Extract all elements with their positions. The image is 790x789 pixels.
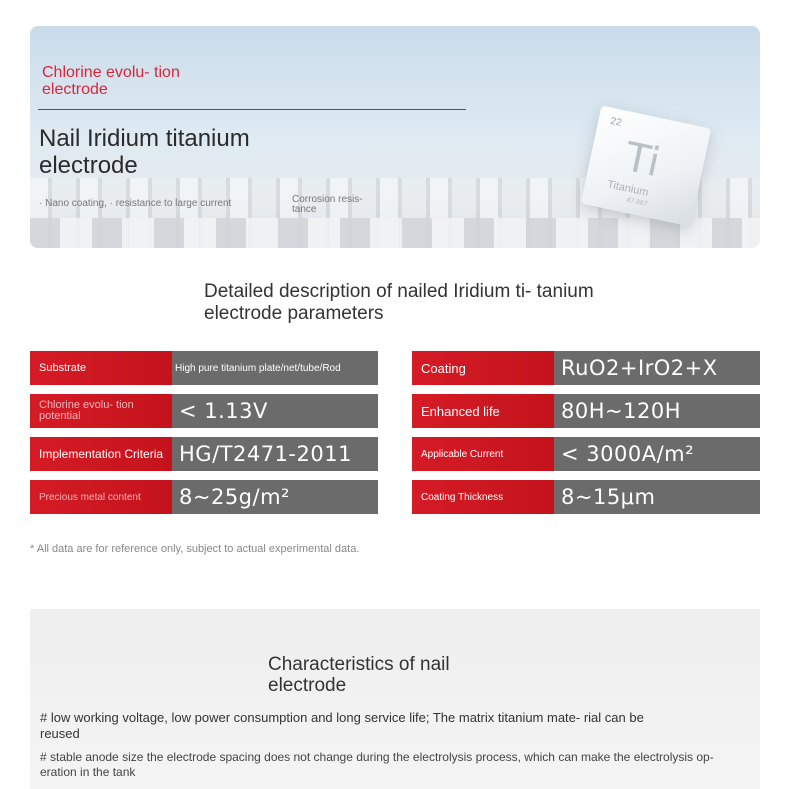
param-value: High pure titanium plate/net/tube/Rod: [172, 351, 378, 385]
param-label: Enhanced life: [412, 394, 554, 428]
element-name: Titanium: [606, 178, 650, 199]
hero-subtitle: Chlorine evolu- tion electrode: [42, 64, 180, 98]
element-number: 22: [609, 115, 623, 129]
param-card-coating-thickness: [412, 480, 760, 514]
hero-title: Nail Iridium titanium electrode: [39, 125, 250, 179]
disclaimer-note: * All data are for reference only, subject to actual experimental data.: [30, 543, 360, 555]
param-label: Precious metal content: [30, 480, 172, 514]
characteristic-item: # low working voltage, low power consumption and long service life; The matrix titanium mate- rial can be reused: [40, 710, 644, 741]
param-card-implementation-criteria: [30, 437, 378, 471]
characteristic-item: # stable anode size the electrode spacing does not change during the electrolysis process, which can make the electrolysis op- eration in the tank: [40, 750, 714, 779]
characteristics-section: [30, 609, 760, 789]
section-title: Detailed description of nailed Iridium ti- tanium electrode parameters: [204, 281, 594, 324]
param-label: Coating Thickness: [412, 480, 554, 514]
param-label: Implementation Criteria: [30, 437, 172, 471]
param-value: 8~25g/m²: [172, 480, 378, 514]
param-card-substrate: [30, 351, 378, 385]
element-weight: 47.867: [625, 196, 649, 209]
param-card-applicable-current: [412, 437, 760, 471]
element-symbol: Ti: [620, 134, 664, 187]
param-label: Substrate: [30, 351, 172, 385]
param-value: < 3000A/m²: [554, 437, 760, 471]
param-card-coating: [412, 351, 760, 385]
characteristics-title: Characteristics of nail electrode: [268, 654, 450, 696]
param-value: 80H~120H: [554, 394, 760, 428]
hero-feature-left: · Nano coating, · resistance to large current: [39, 198, 232, 209]
param-card-precious-metal: [30, 480, 378, 514]
param-card-enhanced-life: [412, 394, 760, 428]
city-foreground: [30, 218, 760, 248]
param-value: HG/T2471-2011: [172, 437, 378, 471]
param-value: < 1.13V: [172, 394, 378, 428]
param-label: Coating: [412, 351, 554, 385]
param-value: RuO2+IrO2+X: [554, 351, 760, 385]
hero-feature-right: Corrosion resis- tance: [292, 194, 363, 215]
param-label: Chlorine evolu- tion potential: [30, 394, 172, 428]
param-label: Applicable Current: [412, 437, 554, 471]
param-card-chlorine-potential: [30, 394, 378, 428]
param-value: 8~15μm: [554, 480, 760, 514]
hero-divider: [38, 109, 466, 110]
hero-banner: [30, 26, 760, 248]
